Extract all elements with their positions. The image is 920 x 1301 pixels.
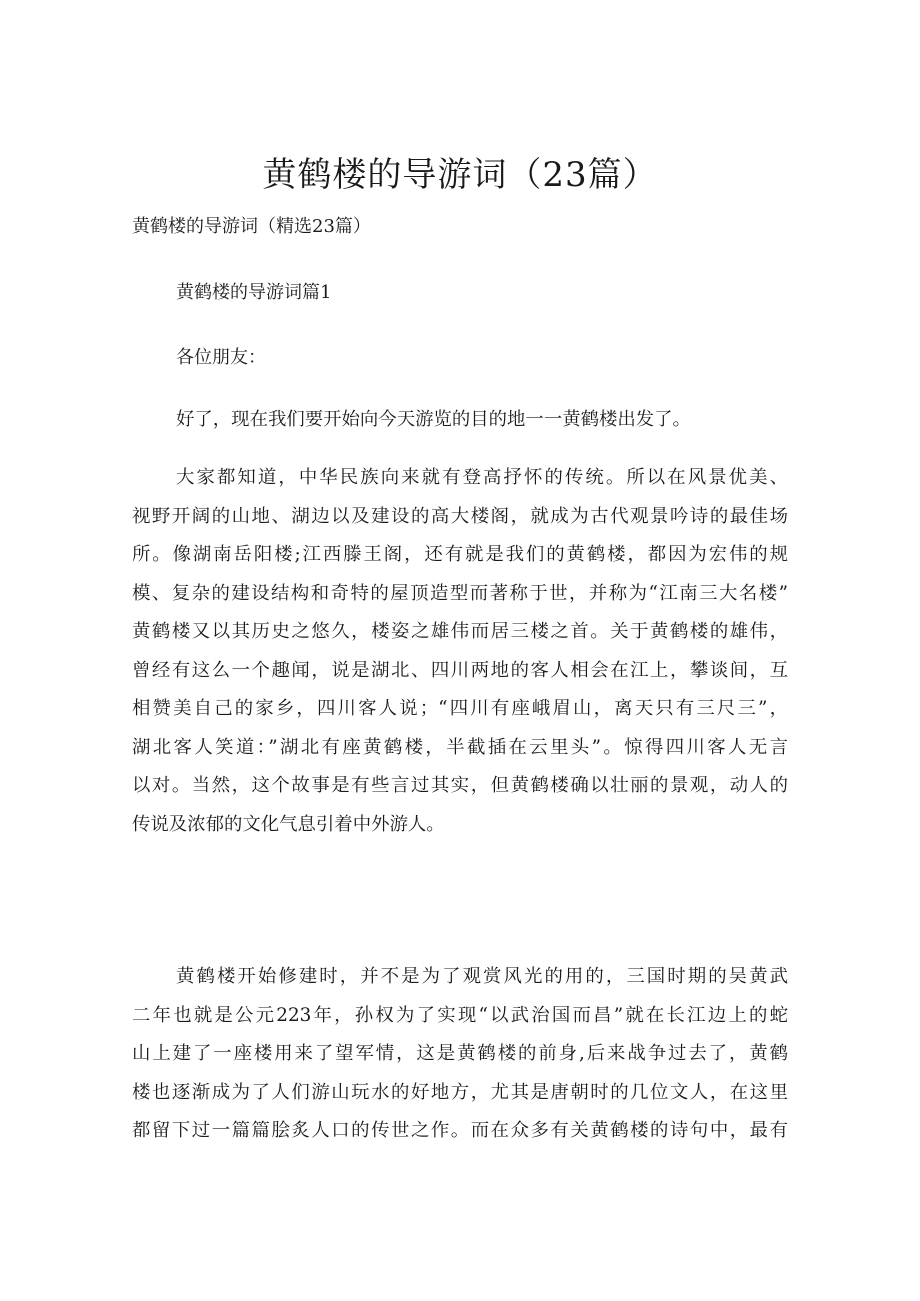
paragraph-line: 楼也逐渐成为了人们游山玩水的好地方，尤其是唐朝时的几位文人，在这里 <box>132 1081 788 1103</box>
paragraph-3 <box>132 958 788 1151</box>
document-subtitle: 黄鹤楼的导游词（精选23篇） <box>132 216 371 237</box>
paragraph-line: 传说及浓郁的文化气息引着中外游人。 <box>132 813 445 835</box>
paragraph-line: 曾经有这么一个趣闻，说是湖北、四川两地的客人相会在江上，攀谈间，互 <box>132 659 788 681</box>
paragraph-1 <box>132 401 788 440</box>
paragraph-2 <box>132 459 788 844</box>
paragraph-line: 黄鹤楼又以其历史之悠久，楼姿之雄伟而居三楼之首。关于黄鹤楼的雄伟， <box>132 621 788 642</box>
paragraph-line: 都留下过一篇篇脍炙人口的传世之作。而在众多有关黄鹤楼的诗句中，最有 <box>132 1120 788 1141</box>
paragraph-line: 相赞美自己的家乡，四川客人说；“四川有座峨眉山，离天只有三尺三”， <box>132 698 788 719</box>
paragraph-line: 大家都知道，中华民族向来就有登高抒怀的传统。所以在风景优美、 <box>176 467 788 488</box>
paragraph-line: 模、复杂的建设结构和奇特的屋顶造型而著称于世，并称为“江南三大名楼” <box>132 582 788 604</box>
paragraph-line: 山上建了一座楼用来了望军情，这是黄鹤楼的前身,后来战争过去了，黄鹤 <box>132 1043 788 1064</box>
greeting: 各位朋友： <box>176 347 266 368</box>
paragraph-line: 湖北客人笑道：”湖北有座黄鹤楼，半截插在云里头”。惊得四川客人无言 <box>132 736 788 758</box>
section-heading: 黄鹤楼的导游词篇1 <box>176 282 332 303</box>
document-title: 黄鹤楼的导游词（23篇） <box>262 155 658 195</box>
paragraph-line: 好了，现在我们要开始向今天游览的目的地一一黄鹤楼出发了。 <box>176 409 691 430</box>
paragraph-line: 所。像湖南岳阳楼;江西滕王阁，还有就是我们的黄鹤楼，都因为宏伟的规 <box>132 544 788 565</box>
paragraph-line: 以对。当然，这个故事是有些言过其实，但黄鹤楼确以壮丽的景观，动人的 <box>132 775 788 796</box>
paragraph-line: 视野开阔的山地、湖边以及建设的高大楼阁，就成为古代观景吟诗的最佳场 <box>132 505 788 527</box>
paragraph-line: 二年也就是公元223年，孙权为了实现“以武治国而昌”就在长江边上的蛇 <box>132 1004 788 1026</box>
paragraph-line: 黄鹤楼开始修建时，并不是为了观赏风光的用的，三国时期的吴黄武 <box>176 966 788 987</box>
